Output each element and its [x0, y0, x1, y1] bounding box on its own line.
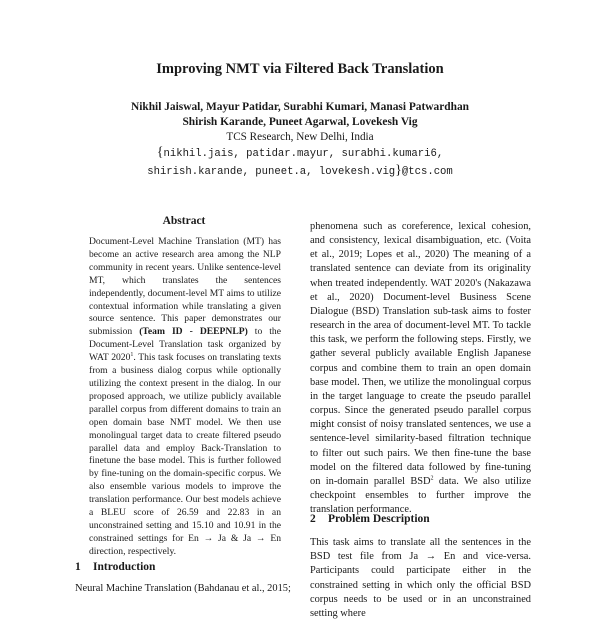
abstract-body	[89, 236, 281, 559]
right-column-text	[310, 220, 531, 517]
team-id: (Team ID - DEEPNLP)	[139, 326, 248, 338]
affiliation: TCS Research, New Delhi, India	[226, 131, 374, 143]
abstract-text-1: Document-Level Machine Translation (MT) has become an active research area among the NLP community in recent years. Unlike sentence-level MT, which translates the sentences independently, document-level MT aims to utilize contextual information while translating a given source sentence. This paper demonstrates our submission	[89, 236, 281, 338]
email-names-2: shirish.karande, puneet.a, lovekesh.vig	[147, 165, 396, 178]
section-number: 1	[75, 561, 81, 573]
abstract-text-3: . This task focuses on translating texts from a business dialog corpus while optionally utilizing the context present in the dialog. In our proposed approach, we utilize publicly available parallel corpus from different domains to train an open domain base NMT model. We then use monolingual target data to create filtered pseudo parallel data and employ Back-Translation to finetune the base model. This is further followed by fine-tuning on the domain-specific corpus. We also ensemble various models to improve the translation performance. Our best models achieve a BLEU score of 26.59 and 22.83 in an unconstrained setting and 15.10 and 10.91 in the constrained settings for En → Ja & Ja → En direction, respectively.	[89, 352, 281, 557]
section-heading-introduction	[75, 561, 155, 573]
section-heading-problem-description	[310, 513, 430, 525]
email-names-1: nikhil.jais, patidar.mayur, surabhi.kumari6,	[163, 148, 444, 160]
authors-line-1: Nikhil Jaiswal, Mayur Patidar, Surabhi Kumari, Manasi Patwardhan	[131, 101, 469, 113]
right-text-2: data. We also utilize checkpoint ensembles to further improve the translation performance.	[310, 475, 531, 516]
brace-open: {	[156, 145, 164, 160]
right-text-1: phenomena such as coreference, lexical cohesion, and consistency, lexical disambiguation, etc. (Voita et al., 2019; Lopes et al., 2020) The meaning of a translated sentence can deviate from its originality when treated independently. WAT 2020's (Nakazawa et al., 2020) Document-level Business Scene Dialogue (BSD) Translation sub-task aims to foster research in the area of document-level MT. To tackle this task, we perform the following steps. Firstly, we gather several publicly available English Japanese corpus and combine them to train an open domain base model. Then, we utilize the monolingual corpus in the target language to create the pseudo parallel corpus. Since the generated pseudo parallel corpus might consist of noisy translated sentences, we use a sentence-level similarity-based filtration technique to filter out such pairs. We then fine-tune the base model on the filtered data followed by fine-tuning on in-domain parallel BSD	[310, 221, 531, 487]
introduction-text: Neural Machine Translation (Bahdanau et al., 2015;	[75, 583, 291, 594]
email-domain: @tcs.com	[401, 165, 453, 178]
author-list	[0, 100, 600, 130]
authors-line-2: Shirish Karande, Puneet Agarwal, Lovekesh Vig	[182, 116, 418, 128]
footnote-mark-2: 2	[430, 475, 434, 482]
section-title: Problem Description	[328, 513, 430, 525]
section-title: Introduction	[93, 561, 156, 573]
paper-title: Improving NMT via Filtered Back Translation	[156, 61, 444, 77]
problem-description-text: This task aims to translate all the sentences in the BSD test file from Ja → En and vice-versa. Participants could participate either in the constrained setting in which only the official BSD corpus needs to be used or in an unconstrained setting where	[310, 537, 531, 620]
footnote-mark-1: 1	[130, 351, 134, 358]
abstract-heading: Abstract	[162, 215, 206, 227]
abstract-text-2: to the Document-Level Translation task organized by WAT 2020	[89, 326, 281, 364]
section-number: 2	[310, 513, 316, 525]
emails-line-2	[0, 163, 600, 181]
emails-line-1	[0, 145, 600, 163]
brace-close: }	[395, 162, 402, 178]
author-emails	[0, 145, 600, 180]
